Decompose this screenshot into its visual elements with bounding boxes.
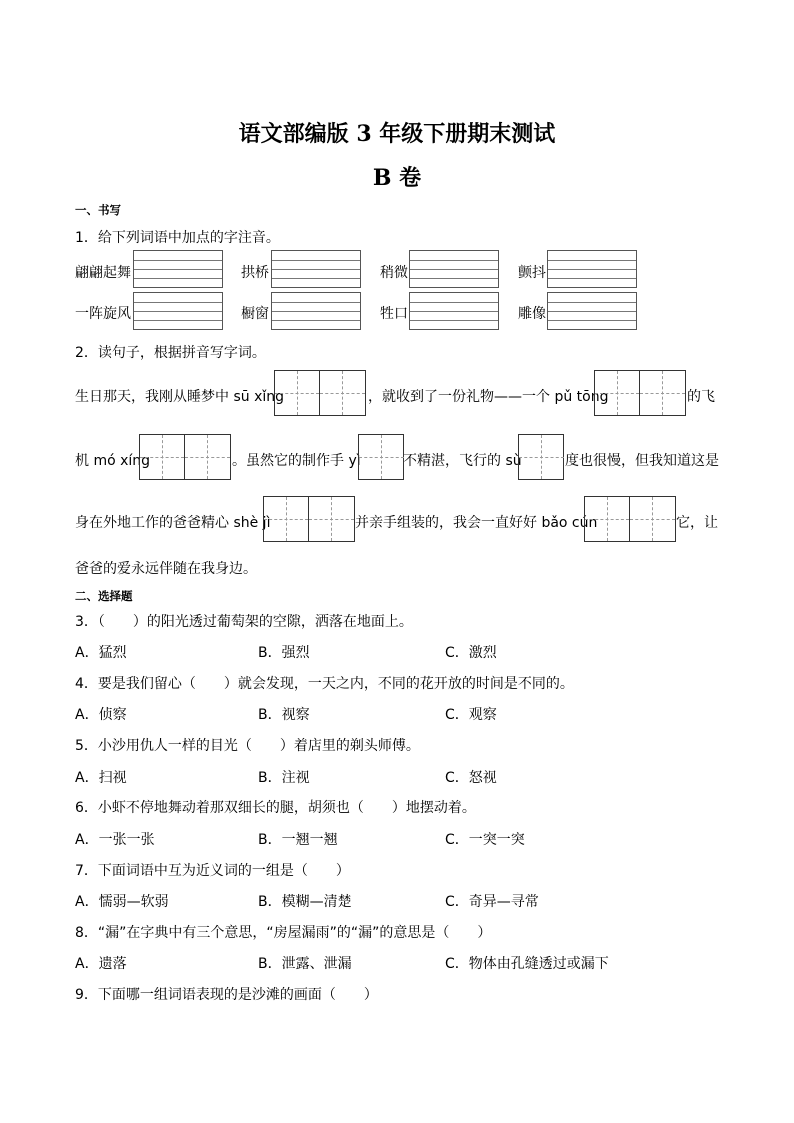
character-writing-grid[interactable] — [518, 434, 564, 480]
character-writing-grid[interactable] — [358, 434, 404, 480]
character-writing-grid[interactable] — [139, 434, 231, 480]
q2-text: 它，让 — [676, 515, 718, 531]
q1-word: 牲口 — [380, 306, 408, 322]
option-a[interactable]: A．懦弱—软弱 — [75, 894, 169, 910]
q2-text: 。虽然它的制作手 yì — [232, 453, 361, 469]
q2-text: 身在外地工作的爸爸精心 shè jì — [75, 515, 271, 531]
q1-word: 一阵旋风 — [75, 306, 131, 322]
option-c[interactable]: C．一突一突 — [445, 832, 525, 848]
q2-text: ，就收到了一份礼物——一个 pǔ tōng — [368, 389, 609, 405]
pinyin-answer-box[interactable] — [133, 250, 223, 288]
option-c[interactable]: C．激烈 — [445, 645, 497, 661]
option-b[interactable]: B．泄露、泄漏 — [258, 956, 352, 972]
q2-text: 并亲手组装的，我会一直好好 bǎo cún — [355, 515, 598, 531]
q2-sentence-end: 爸爸的爱永远伴随在我身边。 — [75, 561, 257, 577]
option-c[interactable]: C．怒视 — [445, 770, 497, 786]
question-4: 4．要是我们留心（ ）就会发现，一天之内，不同的花开放的时间是不同的。 — [75, 676, 574, 692]
option-c[interactable]: C．观察 — [445, 707, 497, 723]
option-a[interactable]: A．一张一张 — [75, 832, 155, 848]
option-c[interactable]: C．奇异—寻常 — [445, 894, 539, 910]
q1-word: 翩翩起舞 — [75, 265, 131, 281]
pinyin-answer-box[interactable] — [547, 292, 637, 330]
question-2-prompt: 2．读句子，根据拼音写字词。 — [75, 345, 266, 361]
section-heading-writing: 一、书写 — [75, 203, 121, 217]
option-b[interactable]: B．模糊—清楚 — [258, 894, 352, 910]
question-6: 6．小虾不停地舞动着那双细长的腿，胡须也（ ）地摆动着。 — [75, 800, 476, 816]
character-writing-grid[interactable] — [594, 370, 686, 416]
option-a[interactable]: A．扫视 — [75, 770, 127, 786]
q1-word: 拱桥 — [241, 265, 269, 281]
q2-text: 的飞 — [687, 389, 715, 405]
question-9: 9．下面哪一组词语表现的是沙滩的画面（ ） — [75, 987, 378, 1003]
q1-word: 橱窗 — [241, 306, 269, 322]
q2-text: 生日那天，我刚从睡梦中 sū xǐng — [75, 389, 285, 405]
option-a[interactable]: A．猛烈 — [75, 645, 127, 661]
option-b[interactable]: B．注视 — [258, 770, 310, 786]
option-a[interactable]: A．遗落 — [75, 956, 127, 972]
character-writing-grid[interactable] — [584, 496, 676, 542]
q1-word: 雕像 — [518, 306, 546, 322]
q1-word: 颤抖 — [518, 265, 546, 281]
pinyin-answer-box[interactable] — [547, 250, 637, 288]
option-a[interactable]: A．侦察 — [75, 707, 127, 723]
page-subtitle: B 卷 — [372, 165, 422, 191]
pinyin-answer-box[interactable] — [409, 292, 499, 330]
section-heading-choice: 二、选择题 — [75, 589, 133, 603]
question-3: 3．（ ）的阳光透过葡萄架的空隙，洒落在地面上。 — [75, 614, 413, 630]
q2-text: 机 mó xíng — [75, 453, 151, 469]
page-title: 语文部编版 3 年级下册期末测试 — [238, 121, 556, 147]
option-c[interactable]: C．物体由孔缝透过或漏下 — [445, 956, 609, 972]
pinyin-answer-box[interactable] — [409, 250, 499, 288]
option-b[interactable]: B．强烈 — [258, 645, 310, 661]
character-writing-grid[interactable] — [274, 370, 366, 416]
q2-text: 度也很慢，但我知道这是 — [565, 453, 719, 469]
q2-text: 不精湛，飞行的 sù — [403, 453, 522, 469]
question-5: 5．小沙用仇人一样的目光（ ）着店里的剃头师傅。 — [75, 738, 420, 754]
pinyin-answer-box[interactable] — [271, 292, 361, 330]
question-8: 8．“漏”在字典中有三个意思，“房屋漏雨”的“漏”的意思是（ ） — [75, 925, 492, 941]
question-7: 7．下面词语中互为近义词的一组是（ ） — [75, 863, 350, 879]
option-b[interactable]: B．一翘一翘 — [258, 832, 338, 848]
pinyin-answer-box[interactable] — [271, 250, 361, 288]
q1-word: 稍微 — [380, 265, 408, 281]
pinyin-answer-box[interactable] — [133, 292, 223, 330]
question-1-prompt: 1．给下列词语中加点的字注音。 — [75, 230, 280, 246]
character-writing-grid[interactable] — [263, 496, 355, 542]
option-b[interactable]: B．视察 — [258, 707, 310, 723]
